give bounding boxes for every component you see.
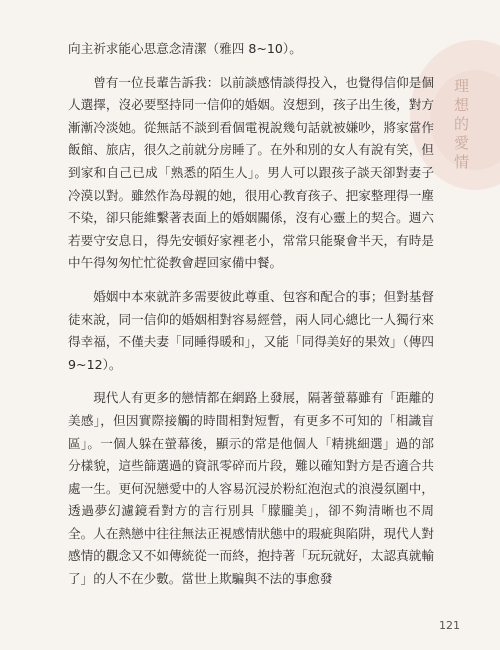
- section-title: 理想的愛情: [452, 78, 470, 173]
- page-number: 121: [439, 619, 460, 632]
- paragraph-1: 向主祈求能心思意念清潔（雅四 8~10）。: [68, 41, 302, 56]
- paragraph-3: 婚姻中本來就許多需要彼此尊重、包容和配合的事；但對基督徒來說，同一信仰的婚姻相對容易經營，兩人同心總比一人獨行來得幸福，不僅夫妻「同睡得暖和」，又能「同得美好的果效」（傳四 9~12）。: [68, 288, 434, 372]
- page-body: [68, 38, 434, 602]
- paragraph-2: 曾有一位長輩告訴我：以前談感情談得投入，也覺得信仰是個人選擇，沒必要堅持同一信仰的婚姻。沒想到，孩子出生後，對方漸漸冷淡她。從無話不談到看個電視說幾句話就被嫌吵，將家當作飯館、旅店，很久之前就分房睡了。在外和別的女人有說有笑，但到家和自己已成「熟悉的陌生人」。男人可以跟孩子談天卻對妻子冷漠以對。雖然作為母親的她，很用心教育孩子、把家整理得一塵不染，卻只能維繫著表面上的婚姻關係，沒有心靈上的契合。週六若要守安息日，得先安頓好家裡老小，常常只能聚會半天，有時是中午得匆匆忙忙從教會趕回家備中餐。: [68, 74, 434, 271]
- paragraph-4: 現代人有更多的戀情都在網路上發展，隔著螢幕雖有「距離的美感」，但因實際接觸的時間相對短暫，有更多不可知的「相識盲區」。一個人躲在螢幕後，顯示的常是他個人「精挑細選」過的部分樣貌，這些篩選過的資訊零碎而片段，難以確知對方是否適合共處一生。更何況戀愛中的人容易沉浸於粉紅泡泡式的浪漫氛圍中，透過夢幻濾鏡看對方的言行別具「朦朧美」，卻不夠清晰也不周全。人在熱戀中往往無法正視感情狀態中的瑕疵與陷阱，現代人對感情的觀念又不如傳統從一而終，抱持著「玩玩就好，太認真就輸了」的人不在少數。當世上欺騙與不法的事愈發: [68, 390, 434, 587]
